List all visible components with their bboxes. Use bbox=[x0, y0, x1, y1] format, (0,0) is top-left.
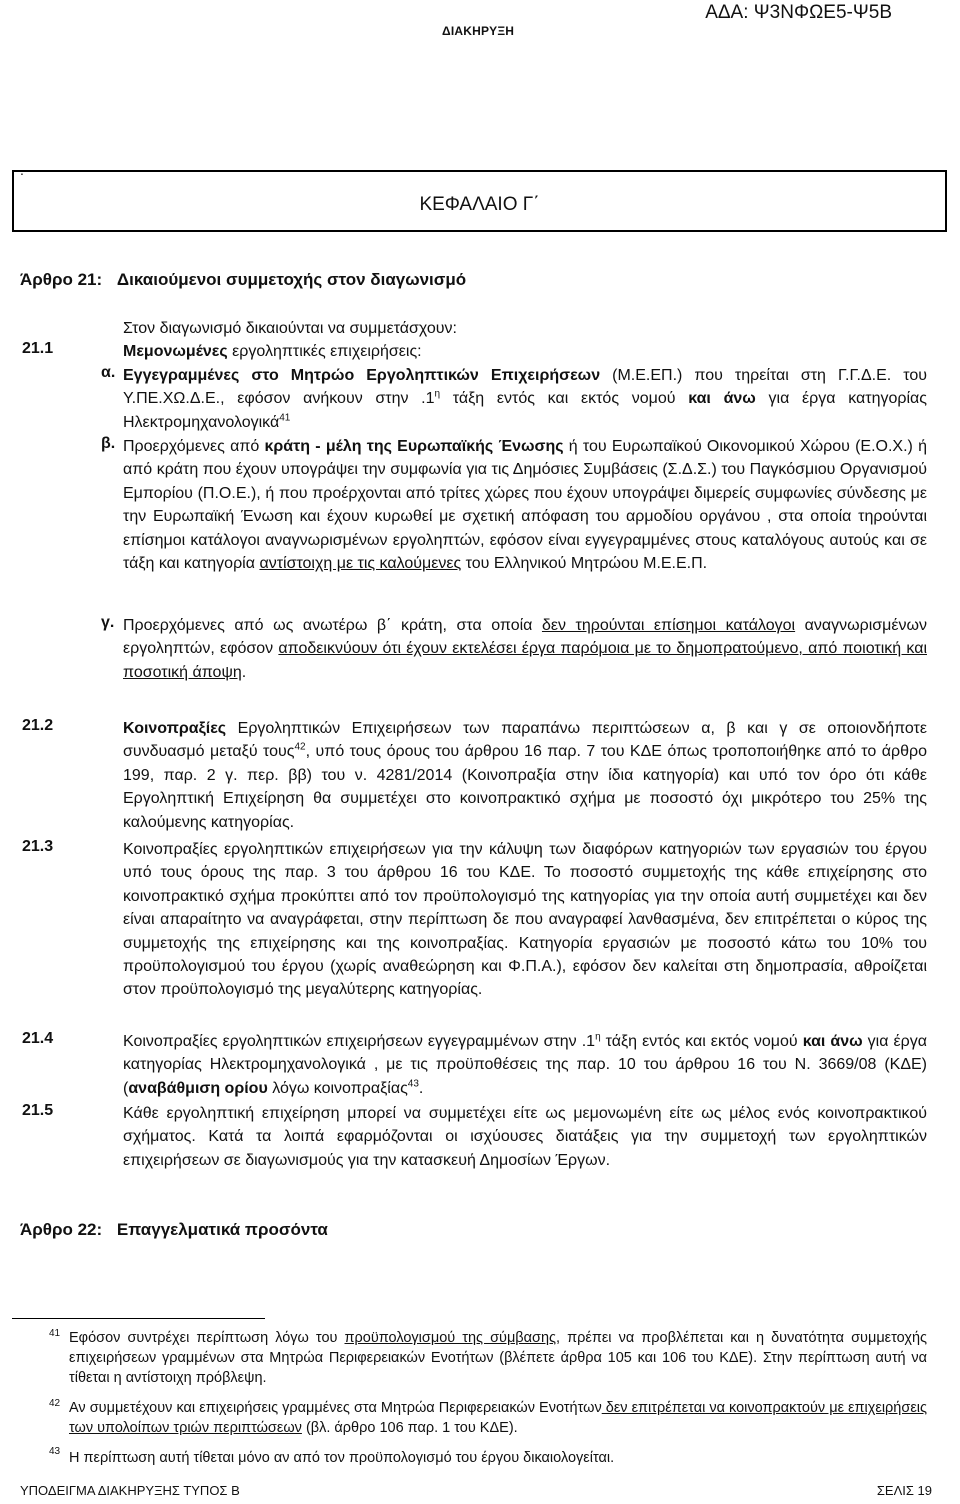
footnote-41-text: Εφόσον συντρέχει περίπτωση λόγω του προϋπολογισμού της σύμβασης, πρέπει να προβλέπεται και η δυνατότητα συμμετοχής επιχειρήσεων γραμμένων στα Μητρώα Περιφερειακών Ενοτήτων (βλέπετε άρθρα 105 και 106 του ΚΔΕ). Στην περίπτωση αυτή να τίθεται η αντίστοιχη πρόβλεψη. bbox=[69, 1330, 927, 1386]
section-21-3-text: Κοινοπραξίες εργοληπτικών επιχειρήσεων για την κάλυψη των διαφόρων κατηγοριών των εργασιών του έργου υπό τους όρους της παρ. 3 του άρθρου 16 του ΚΔΕ. Το ποσοστό συμμετοχής της κάθε επιχείρησης στο κοινοπρακτικό σχήμα προκύπτει από τον προϋπολογισμό της κατηγορίας για την οποία αυτή συμμετέχει και δεν είναι απαραίτητο να αναγράφεται, στην περίπτωση δε που αναγραφεί λανθασμένα, δεν επιτρέπεται ο κύρος της συμμετοχής της επιχείρησης και της κοινοπραξίας. Κατηγορία εργασιών με ποσοστό κάτω του 10% του προϋπολογισμού του έργου (χωρίς αναθεώρηση και Φ.Π.Α.), εφόσον δεν καλείται στη δημοπρασία, αθροίζεται στον προϋπολογισμό της μεγαλύτερης κατηγορίας. bbox=[123, 841, 927, 999]
footnote-ref-41[interactable]: 41 bbox=[279, 412, 291, 424]
section-21-5-number: 21.5 bbox=[22, 1102, 54, 1119]
chapter-title: ΚΕΦΑΛΑΙΟ Γ΄ bbox=[419, 194, 540, 215]
stray-dot: . bbox=[20, 162, 24, 178]
section-21-2-number: 21.2 bbox=[22, 717, 54, 734]
section-21-1-number: 21.1 bbox=[22, 340, 54, 357]
item-c-text: Προερχόμενες από ως ανωτέρω β΄ κράτη, στα οποία δεν τηρούνται επίσημοι κατάλογοι αναγνωρισμένων εργοληπτών, εφόσον αποδεικνύουν ότι έχουν εκτελέσει έργα παρόμοια με το δημοπρατούμενο, από ποιοτική και ποσοτική άποψη. bbox=[123, 617, 927, 681]
article-22-heading bbox=[20, 1220, 328, 1240]
section-21-4-text: Κοινοπραξίες εργοληπτικών επιχειρήσεων εγγεγραμμένων στην $.1^\eta$ τάξη εντός και εκτός νομού και άνω για έργα κατηγορίας Ηλεκτρομηχανολογικά , με τις προϋποθέσεις της παρ. 10 του άρθρου 16 του Ν. 3669/08 (ΚΔΕ) (αναβάθμιση ορίου λόγω κοινοπραξίας$^{43}$. bbox=[123, 1031, 927, 1097]
page-number: ΣΕΛΙΣ 19 bbox=[876, 1483, 932, 1498]
intro-text: Στον διαγωνισμό δικαιούνται να συμμετάσχουν: bbox=[123, 320, 457, 337]
item-a-label: α. bbox=[101, 364, 116, 381]
item-b-text: Προερχόμενες από κράτη - μέλη της Ευρωπαϊκής Ένωσης ή του Ευρωπαϊκού Οικονομικού Χώρου (Ε.Ο.Χ.) ή από κράτη που έχουν υπογράψει την συμφωνία για τις Δημόσιες Συμβάσεις (Σ.Δ.Σ.) του Παγκόσμιου Οργανισμού Εμπορίου (Π.Ο.Ε.), ή που προέρχονται από τρίτες χώρες που έχουν υπογράψει διμερείς συμφωνίες σύνδεσης με την Ευρωπαϊκή Ένωση και έχουν κυρωθεί με σχετική απόφαση του αρμοδίου οργάνου , στα οποία τηρούνται επίσημοι κατάλογοι αναγνωρισμένων εργοληπτών, εφόσον είναι εγγεγραμμένες στους καταλόγους αυτούς και σε τάξη και κατηγορία αντίστοιχη με τις καλούμενες του Ελληνικού Μητρώου Μ.Ε.Ε.Π. bbox=[123, 438, 927, 573]
section-21-1-heading: Μεμονωμένες εργοληπτικές επιχειρήσεις: bbox=[123, 343, 422, 360]
footnote-42-number: 42 bbox=[49, 1398, 61, 1409]
footnote-ref-43[interactable]: 43 bbox=[407, 1078, 419, 1090]
section-21-5-text: Κάθε εργοληπτική επιχείρηση μπορεί να συμμετέχει είτε ως μεμονωμένη είτε ως μέλος ενός κοινοπρακτικού σχήματος. Κατά τα λοιπά εφαρμόζονται οι ισχύουσες διατάξεις για την συμμετοχή των εργοληπτικών επιχειρήσεων σε διαγωνισμούς για την κατασκευή Δημοσίων Έργων. bbox=[123, 1105, 927, 1169]
chapter-box bbox=[12, 170, 947, 232]
footnote-separator bbox=[12, 1318, 265, 1319]
footnote-42-text: Αν συμμετέχουν και επιχειρήσεις γραμμένες στα Μητρώα Περιφερειακών Ενοτήτων δεν επιτρέπεται να κοινοπρακτούν με επιχειρήσεις των υπολοίπων τριών περιπτώσεων (βλ. άρθρο 106 παρ. 1 του ΚΔΕ). bbox=[69, 1400, 927, 1436]
ada-code: ΑΔΑ: Ψ3ΝΦΩΕ5-Ψ5Β bbox=[705, 2, 892, 23]
footer-left: ΥΠΟΔΕΙΓΜΑ ΔΙΑΚΗΡΥΞΗΣ ΤΥΠΟΣ Β bbox=[20, 1483, 240, 1498]
document-type: ΔΙΑΚΗΡΥΞΗ bbox=[442, 24, 515, 38]
item-b-label: β. bbox=[101, 435, 116, 452]
footnote-43-text: Η περίπτωση αυτή τίθεται μόνο αν από τον προϋπολογισμό του έργου δικαιολογείται. bbox=[69, 1450, 615, 1466]
section-21-2-text: Κοινοπραξίες Εργοληπτικών Επιχειρήσεων των παραπάνω περιπτώσεων α, β και γ σε οποιονδήποτε συνδυασμό μεταξύ τους$^{42}$, υπό τους όρους του άρθρου 16 παρ. 7 του ΚΔΕ όπως τροποποιήθηκε από το άρθρο 199, παρ. 2 γ. περ. ββ) του ν. 4281/2014 (Κοινοπραξία στην ίδια κατηγορία) και υπό τον όρο ότι κάθε Εργοληπτική Επιχείρηση θα συμμετέχει στο κοινοπρακτικό σχήμα με ποσοστό όχι μικρότερο του 25% της καλούμενης κατηγορίας. bbox=[123, 720, 927, 831]
section-21-3-number: 21.3 bbox=[22, 838, 54, 855]
article-21-heading bbox=[20, 270, 466, 290]
section-21-4-number: 21.4 bbox=[22, 1030, 54, 1047]
article-22-title: Επαγγελματικά προσόντα bbox=[116, 1220, 328, 1239]
footnote-43-number: 43 bbox=[49, 1446, 61, 1457]
article-21-title: Δικαιούμενοι συμμετοχής στον διαγωνισμό bbox=[116, 270, 467, 289]
article-21-number: Άρθρο 21: bbox=[20, 270, 103, 289]
footnote-41-number: 41 bbox=[49, 1328, 61, 1339]
item-c-label: γ. bbox=[101, 614, 115, 631]
article-22-number: Άρθρο 22: bbox=[20, 1220, 103, 1239]
footnote-ref-42[interactable]: 42 bbox=[294, 742, 306, 754]
item-a-text: Εγγεγραμμένες στο Μητρώο Εργοληπτικών Επιχειρήσεων (Μ.Ε.ΕΠ.) που τηρείται στη Γ.Γ.Δ.Ε. του Υ.ΠΕ.ΧΩ.Δ.Ε., εφόσον ανήκουν στην $.1^\eta$ τάξη εντός και εκτός νομού και άνω για έργα κατηγορίας Ηλεκτρομηχανολογικά$^{41}$ bbox=[123, 367, 928, 431]
